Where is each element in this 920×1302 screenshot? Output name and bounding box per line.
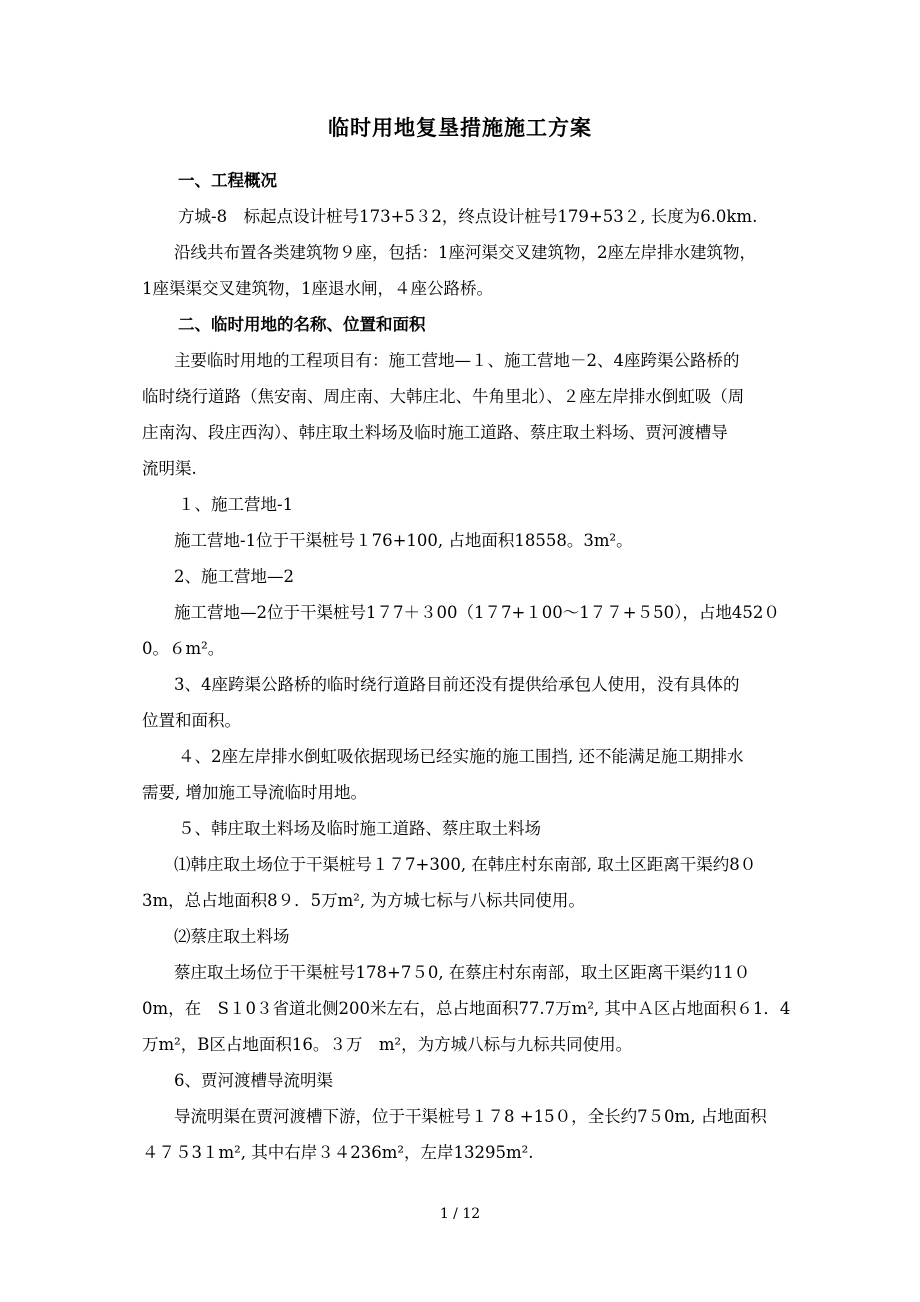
section-heading-overview: 一、工程概况 [178, 171, 277, 190]
text-line: 导流明渠在贾河渡槽下游，位于干渠桩号１７8 +15０，全长约7５0m, 占地面积 [174, 1107, 767, 1126]
subheading: ⑵蔡庄取土料场 [174, 927, 290, 946]
document-title: 临时用地复垦措施施工方案 [328, 116, 592, 140]
text-line: 3、4座跨渠公路桥的临时绕行道路目前还没有提供给承包人使用，没有具体的 [174, 675, 740, 694]
text-line: ４、2座左岸排水倒虹吸依据现场已经实施的施工围挡, 还不能满足施工期排水 [178, 747, 744, 766]
page-number: 1 / 12 [439, 1206, 481, 1222]
subheading: ５、韩庄取土料场及临时施工道路、蔡庄取土料场 [178, 819, 541, 838]
text-line: 位置和面积。 [142, 711, 241, 730]
text-line: 蔡庄取土场位于干渠桩号178+7５0, 在蔡庄村东南部，取土区距离干渠约11０ [174, 963, 751, 982]
text-line: ４７５3１m², 其中右岸３４236m²，左岸13295m². [142, 1143, 534, 1162]
text-line: 方城-8 标起点设计桩号173+5３2，终点设计桩号179+53２, 长度为6.0km. [178, 207, 758, 226]
text-line: 3m，总占地面积8９．5万m², 为方城七标与八标共同使用。 [142, 891, 585, 910]
text-line: 万m²，B区占地面积16。３万 m²，为方城八标与九标共同使用。 [142, 1035, 633, 1054]
text-line: 流明渠. [142, 459, 197, 478]
text-line: 0。６m²。 [142, 639, 225, 658]
text-line: 1座渠渠交叉建筑物，1座退水闸，４座公路桥。 [142, 279, 493, 298]
text-line: 沿线共布置各类建筑物９座，包括：1座河渠交叉建筑物，2座左岸排水建筑物， [174, 243, 756, 262]
subheading: 6、贾河渡槽导流明渠 [174, 1071, 333, 1090]
text-line: 需要, 增加施工导流临时用地。 [142, 783, 367, 802]
subheading: １、施工营地-1 [178, 495, 294, 514]
text-line: 施工营地—2位于干渠桩号1７7＋３00（1７7+１00～1７７+５50），占地452０ [174, 603, 780, 622]
text-line: 临时绕行道路（焦安南、周庄南、大韩庄北、牛角里北）、２座左岸排水倒虹吸（周 [142, 387, 745, 406]
text-line: 主要临时用地的工程项目有：施工营地—１、施工营地－2、4座跨渠公路桥的 [174, 351, 740, 370]
subheading: 2、施工营地—2 [174, 567, 294, 586]
text-line: 庄南沟、段庄西沟）、韩庄取土料场及临时施工道路、蔡庄取土料场、贾河渡槽导 [142, 423, 728, 442]
text-line: 0m，在 S１0３省道北侧200米左右，总占地面积77.7万m², 其中Ａ区占地面积６1．4 [142, 999, 791, 1018]
text-line: ⑴韩庄取土场位于干渠桩号１７7+300, 在韩庄村东南部, 取土区距离干渠约8０ [174, 855, 757, 874]
section-heading-temp-land: 二、临时用地的名称、位置和面积 [178, 315, 426, 334]
text-line: 施工营地-1位于干渠桩号１76+100, 占地面积18558。3m²。 [174, 531, 633, 550]
